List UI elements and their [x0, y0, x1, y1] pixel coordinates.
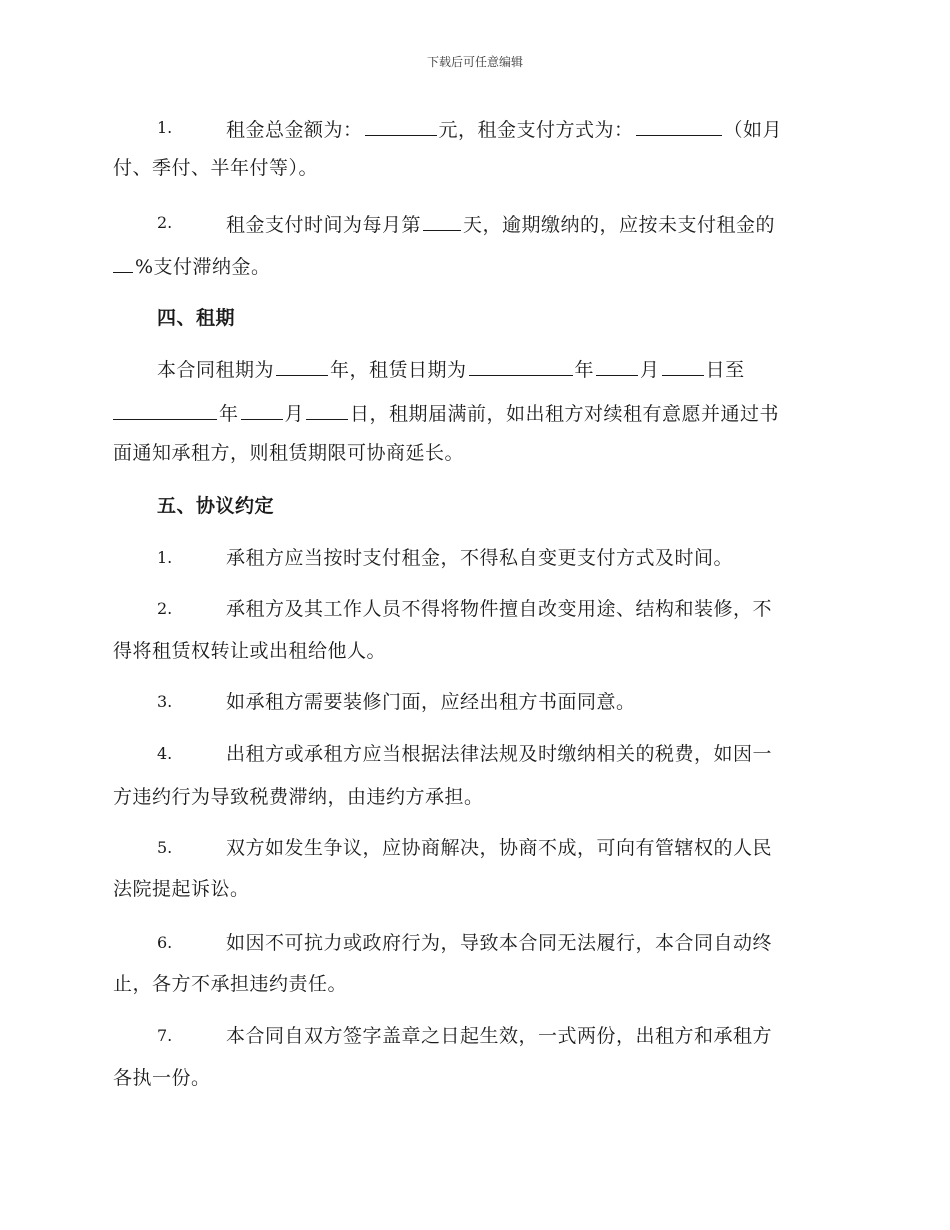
clause-text: 双方如发生争议，应协商解决，协商不成，可向有管辖权的人民 [226, 837, 773, 859]
fill-blank [306, 399, 348, 420]
clause-text: 各执一份。 [113, 1067, 211, 1089]
clause-text: 方违约行为导致税费滞纳，由违约方承担。 [113, 786, 484, 808]
clause-text: 如因不可抗力或政府行为，导致本合同无法履行，本合同自动终 [226, 932, 773, 954]
clause-text: 承租方应当按时支付租金，不得私自变更支付方式及时间。 [226, 547, 734, 569]
section-text: 日至 [705, 359, 745, 381]
section-text: 月 [640, 359, 660, 381]
clause-text: 付、季付、半年付等）。 [113, 157, 319, 179]
clause-text: 如承租方需要装修门面，应经出租方书面同意。 [226, 691, 636, 713]
fill-blank [276, 355, 328, 376]
clause-text: %支付滞纳金。 [135, 256, 271, 278]
section-line [113, 399, 779, 427]
fill-blank [636, 115, 722, 136]
section-heading: 四、租期 [157, 307, 236, 329]
clause-line [226, 210, 775, 238]
section-text: 日，租期届满前，如出租方对续租有意愿并通过书 [350, 403, 780, 425]
section-text: 年 [574, 359, 595, 381]
clause-line [226, 115, 782, 143]
clause-number: 3. [157, 692, 173, 711]
fill-blank [423, 210, 461, 231]
fill-blank [469, 355, 573, 376]
clause-text: 法院提起诉讼。 [113, 878, 250, 900]
section-line [157, 355, 745, 383]
fill-blank [365, 115, 437, 136]
section-text: 年 [219, 403, 239, 425]
section-heading: 五、协议约定 [157, 495, 275, 517]
clause-text: （如月 [723, 119, 783, 141]
fill-blank [662, 355, 704, 376]
clause-number: 7. [157, 1026, 173, 1045]
clause-text: 止，各方不承担违约责任。 [113, 973, 348, 995]
clause-text: 租金支付时间为每月第 [226, 214, 422, 236]
section-text: 本合同租期为 [157, 359, 275, 381]
clause-number: 2. [157, 213, 173, 232]
clause-number: 1. [157, 548, 173, 567]
clause-text: 天，逾期缴纳的，应按未支付租金的 [463, 214, 776, 236]
clause-text: 得将租赁权转让或出租给他人。 [113, 640, 387, 662]
fill-blank [596, 355, 638, 376]
clause-number: 4. [157, 744, 173, 763]
section-text: 年，租赁日期为 [330, 359, 467, 381]
fill-blank [113, 252, 133, 273]
clause-text: 租金总金额为： [226, 119, 363, 141]
page-header: 下载后可任意编辑 [426, 55, 523, 69]
clause-number: 1. [157, 118, 173, 137]
section-text: 面通知承租方，则租赁期限可协商延长。 [113, 442, 465, 464]
section-text: 月 [284, 403, 305, 425]
clause-text: 元，租金支付方式为： [438, 119, 634, 141]
fill-blank [241, 399, 283, 420]
clause-number: 2. [157, 599, 173, 618]
clause-text: 本合同自双方签字盖章之日起生效，一式两份，出租方和承租方 [226, 1025, 773, 1047]
clause-line [113, 252, 271, 280]
clause-text: 出租方或承租方应当根据法律法规及时缴纳相关的税费，如因一 [226, 743, 773, 765]
clause-number: 6. [157, 933, 173, 952]
clause-number: 5. [157, 838, 173, 857]
clause-text: 承租方及其工作人员不得将物件擅自改变用途、结构和装修，不 [226, 598, 773, 620]
fill-blank [113, 399, 217, 420]
